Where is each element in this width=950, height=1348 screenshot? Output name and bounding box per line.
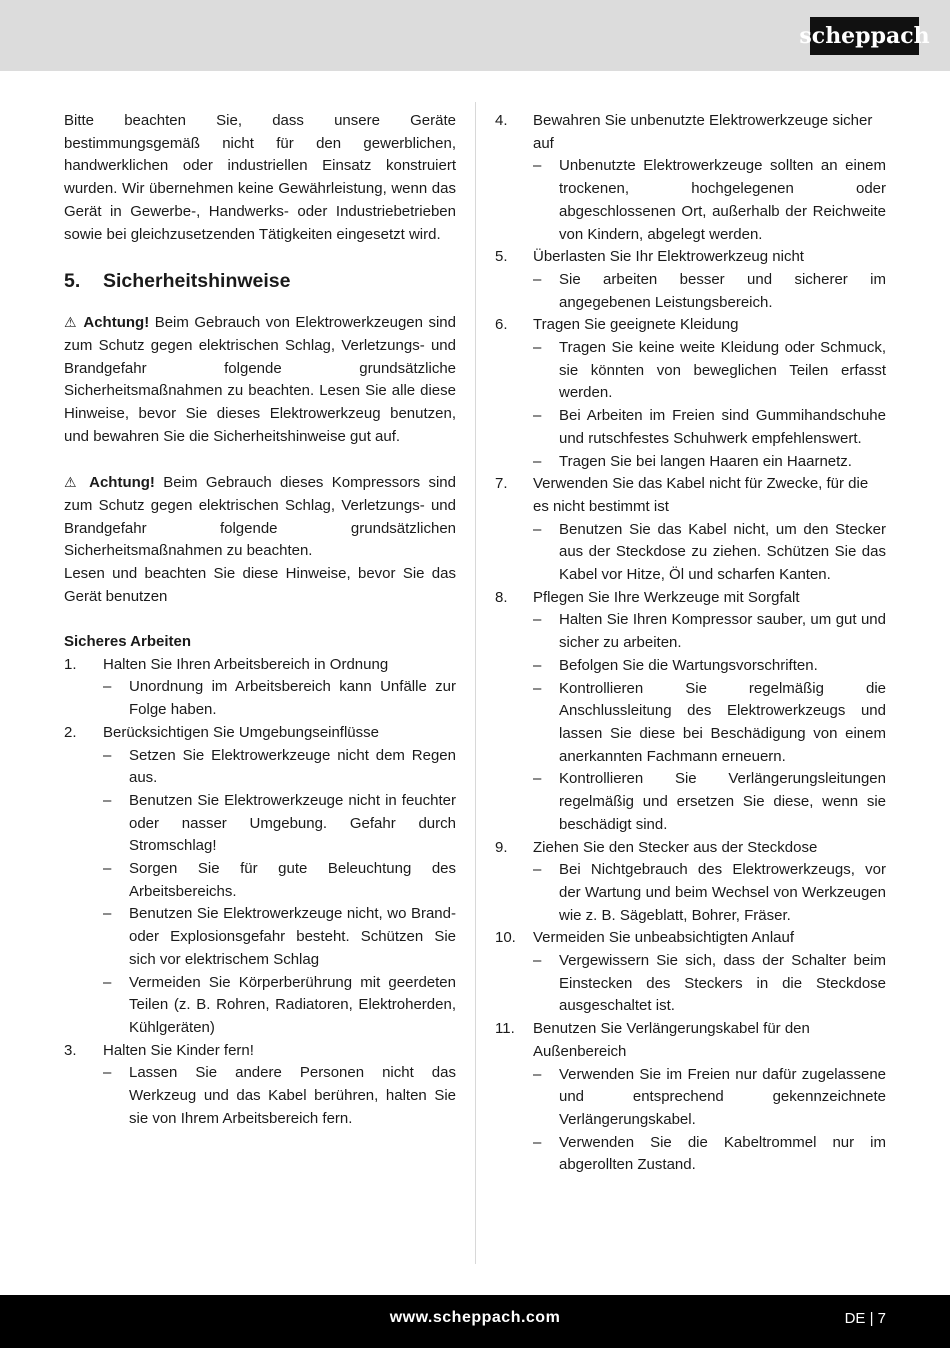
dash-bullet: – (103, 746, 112, 764)
warning-text: Beim Gebrauch dieses Kompressors sind zum Schutz gegen elektrischen Schlag, Verletzungs- und Brandgefahr folgende grundsätzlichen Sicherheitsmaßnahmen zu beachten. (64, 474, 456, 560)
section-number: 5. (64, 270, 81, 293)
dash-bullet: – (103, 905, 112, 923)
subitem-text: Setzen Sie Elektrowerkzeuge nicht dem Regen aus. (129, 746, 456, 787)
list-item (495, 314, 886, 337)
dash-bullet: – (103, 860, 112, 878)
list-subitem (533, 678, 886, 769)
right-column (495, 110, 886, 1177)
warning-text: Beim Gebrauch von Elektrowerkzeugen sind zum Schutz gegen elektrischen Schlag, Verletzungs- und Brandgefahr folgende grundsätzliche Sicherheitsmaßnahmen zu beachten. Lesen Sie alle diese Hinweise, bevor Sie dieses Elektrowerkzeug benutzen, und bewahren Sie die Sicherheitshinweise gut auf. (64, 314, 456, 445)
list-item (495, 587, 886, 610)
warning-triangle-icon: ⚠ (64, 474, 81, 491)
list-item (64, 1040, 456, 1063)
list-subitem (103, 1062, 456, 1130)
subitem-text: Kontrollieren Sie regelmäßig die Anschlussleitung des Elektrowerkzeugs und lassen Sie diese bei Beschädigung von einem anerkannten Fachmann erneuern. (559, 679, 886, 765)
subitem-text: Benutzen Sie Elektrowerkzeuge nicht in feuchter oder nasser Umgebung. Gefahr durch Stromschlag! (129, 791, 456, 855)
warning-triangle-icon: ⚠ (64, 314, 78, 331)
list-subitem (533, 1064, 886, 1132)
item-number: 1. (64, 655, 77, 673)
dash-bullet: – (533, 520, 542, 538)
item-title: Bewahren Sie unbenutzte Elektrowerkzeuge sicher auf (533, 112, 873, 152)
item-number: 7. (495, 475, 508, 493)
list-subitem (533, 859, 886, 927)
item-title: Tragen Sie geeignete Kleidung (533, 316, 739, 334)
dash-bullet: – (103, 1064, 112, 1082)
header-bar (0, 0, 950, 71)
list-subitem (533, 451, 886, 474)
subitem-text: Verwenden Sie die Kabeltrommel nur im abgerollten Zustand. (559, 1133, 886, 1174)
dash-bullet: – (533, 611, 542, 629)
list-item (495, 110, 886, 155)
list-item (495, 837, 886, 860)
list-subitem (103, 676, 456, 721)
item-title: Halten Sie Ihren Arbeitsbereich in Ordnung (103, 655, 389, 673)
dash-bullet: – (533, 770, 542, 788)
intro-paragraph: Bitte beachten Sie, dass unsere Geräte bestimmungsgemäß nicht für den gewerblichen, handwerklichen oder industriellen Einsatz konstruiert wurden. Wir übernehmen keine Gewährleistung, wenn das Gerät in Gewerbe-, Handwerks- oder Industriebetrieben sowie bei gleichzusetzenden Tätigkeiten eingesetzt wird. (64, 112, 456, 243)
list-subitem (533, 950, 886, 1018)
list-subitem (533, 405, 886, 450)
list-subitem (103, 745, 456, 790)
safety-list-right (495, 110, 886, 1177)
list-item (495, 246, 886, 269)
subitem-text: Bei Nichtgebrauch des Elektrowerkzeugs, vor der Wartung und beim Wechsel von Werkzeugen wie z. B. Sägeblatt, Bohrer, Fräser. (559, 861, 886, 924)
website-url: www.scheppach.com (389, 1309, 561, 1326)
warning-paragraph-1 (64, 311, 456, 448)
subitem-text: Lassen Sie andere Personen nicht das Werkzeug und das Kabel berühren, halten Sie sie von Ihrem Arbeitsbereich fern. (129, 1064, 456, 1127)
list-subitem (103, 790, 456, 858)
subitem-text: Verwenden Sie im Freien nur dafür zugelassene und entsprechend gekennzeichnete Verlängerungskabel. (559, 1065, 886, 1128)
dash-bullet: – (533, 157, 542, 175)
footer-bar (0, 1295, 950, 1348)
list-item (64, 722, 456, 745)
page-number: DE | 7 (844, 1310, 886, 1327)
item-title: Benutzen Sie Verlängerungskabel für den Außenbereich (533, 1020, 810, 1060)
list-item (495, 927, 886, 950)
section-heading (64, 266, 456, 296)
list-subitem (533, 768, 886, 836)
subitem-text: Kontrollieren Sie Verlängerungsleitungen regelmäßig und ersetzen Sie diese, wenn sie beschädigt sind. (559, 770, 886, 833)
subitem-text: Vermeiden Sie Körperberührung mit geerdeten Teilen (z. B. Rohren, Radiatoren, Elektroherden, Kühlgeräten) (129, 973, 456, 1036)
item-title: Halten Sie Kinder fern! (103, 1041, 254, 1059)
subitem-text: Benutzen Sie Elektrowerkzeuge nicht, wo Brand- oder Explosionsgefahr besteht. Schützen Sie sich vor elektrischem Schlag (129, 905, 456, 968)
list-subitem (103, 858, 456, 903)
list-item (64, 654, 456, 677)
list-subitem (103, 903, 456, 971)
dash-bullet: – (103, 678, 112, 696)
item-title: Ziehen Sie den Stecker aus der Steckdose (533, 838, 818, 856)
list-subitem (533, 655, 886, 678)
dash-bullet: – (103, 791, 112, 809)
section-title: Sicherheitshinweise (103, 270, 291, 293)
subsection-heading: Sicheres Arbeiten (64, 633, 191, 651)
subitem-text: Unbenutzte Elektrowerkzeuge sollten an einem trockenen, hochgelegenen oder abgeschlossenen Ort, außerhalb der Reichweite von Kindern, abgelegt werden. (559, 157, 886, 243)
item-title: Überlasten Sie Ihr Elektrowerkzeug nicht (533, 248, 804, 266)
dash-bullet: – (533, 270, 542, 288)
warning-label: Achtung! (83, 314, 150, 332)
dash-bullet: – (533, 452, 542, 470)
subitem-text: Vergewissern Sie sich, dass der Schalter beim Einstecken des Steckers in die Steckdose ausgeschaltet ist. (559, 952, 886, 1015)
item-number: 11. (495, 1020, 515, 1038)
subitem-text: Benutzen Sie das Kabel nicht, um den Stecker aus der Steckdose zu ziehen. Schützen Sie das Kabel vor Hitze, Öl und scharfen Kanten. (559, 520, 886, 584)
item-title: Berücksichtigen Sie Umgebungseinflüsse (103, 723, 379, 741)
subitem-text: Tragen Sie bei langen Haaren ein Haarnetz. (559, 452, 852, 470)
left-column (64, 110, 456, 1131)
warning-label: Achtung! (89, 474, 155, 492)
item-number: 8. (495, 588, 508, 606)
item-title: Verwenden Sie das Kabel nicht für Zwecke, für die es nicht bestimmt ist (533, 475, 869, 515)
warning-paragraph-2b: Lesen und beachten Sie diese Hinweise, bevor Sie das Gerät benutzen (64, 564, 456, 605)
column-divider (475, 102, 476, 1264)
subitem-text: Sorgen Sie für gute Beleuchtung des Arbeitsbereichs. (129, 860, 456, 900)
item-number: 2. (64, 723, 77, 741)
dash-bullet: – (533, 952, 542, 970)
list-subitem (533, 1132, 886, 1177)
dash-bullet: – (533, 656, 542, 674)
item-number: 4. (495, 112, 508, 129)
subitem-text: Tragen Sie keine weite Kleidung oder Schmuck, sie könnten von beweglichen Teilen erfasst werden. (559, 339, 886, 402)
item-number: 10. (495, 929, 516, 947)
list-item (495, 1018, 886, 1063)
scheppach-logo: scheppach (810, 17, 919, 55)
item-number: 3. (64, 1041, 77, 1059)
dash-bullet: – (103, 973, 112, 991)
dash-bullet: – (533, 861, 542, 879)
list-subitem (103, 972, 456, 1040)
list-subitem (533, 337, 886, 405)
subitem-text: Halten Sie Ihren Kompressor sauber, um gut und sicher zu arbeiten. (559, 611, 886, 652)
subitem-text: Unordnung im Arbeitsbereich kann Unfälle zur Folge haben. (129, 678, 456, 719)
safety-list-left (64, 654, 456, 1131)
dash-bullet: – (533, 1065, 542, 1083)
subitem-text: Sie arbeiten besser und sicherer im angegebenen Leistungsbereich. (559, 270, 886, 311)
list-subitem (533, 519, 886, 587)
item-number: 5. (495, 248, 508, 266)
list-subitem (533, 269, 886, 314)
list-item (495, 473, 886, 518)
dash-bullet: – (533, 339, 542, 357)
list-subitem (533, 155, 886, 246)
item-number: 9. (495, 838, 508, 856)
dash-bullet: – (533, 679, 542, 697)
subitem-text: Bei Arbeiten im Freien sind Gummihandschuhe und rutschfestes Schuhwerk empfehlenswert. (559, 407, 886, 447)
dash-bullet: – (533, 407, 542, 425)
list-subitem (533, 609, 886, 654)
item-title: Pflegen Sie Ihre Werkzeuge mit Sorgfalt (533, 588, 800, 606)
warning-paragraph-2 (64, 471, 456, 563)
item-number: 6. (495, 316, 508, 334)
item-title: Vermeiden Sie unbeabsichtigten Anlauf (533, 929, 795, 947)
dash-bullet: – (533, 1133, 542, 1151)
subitem-text: Befolgen Sie die Wartungsvorschriften. (559, 656, 818, 674)
